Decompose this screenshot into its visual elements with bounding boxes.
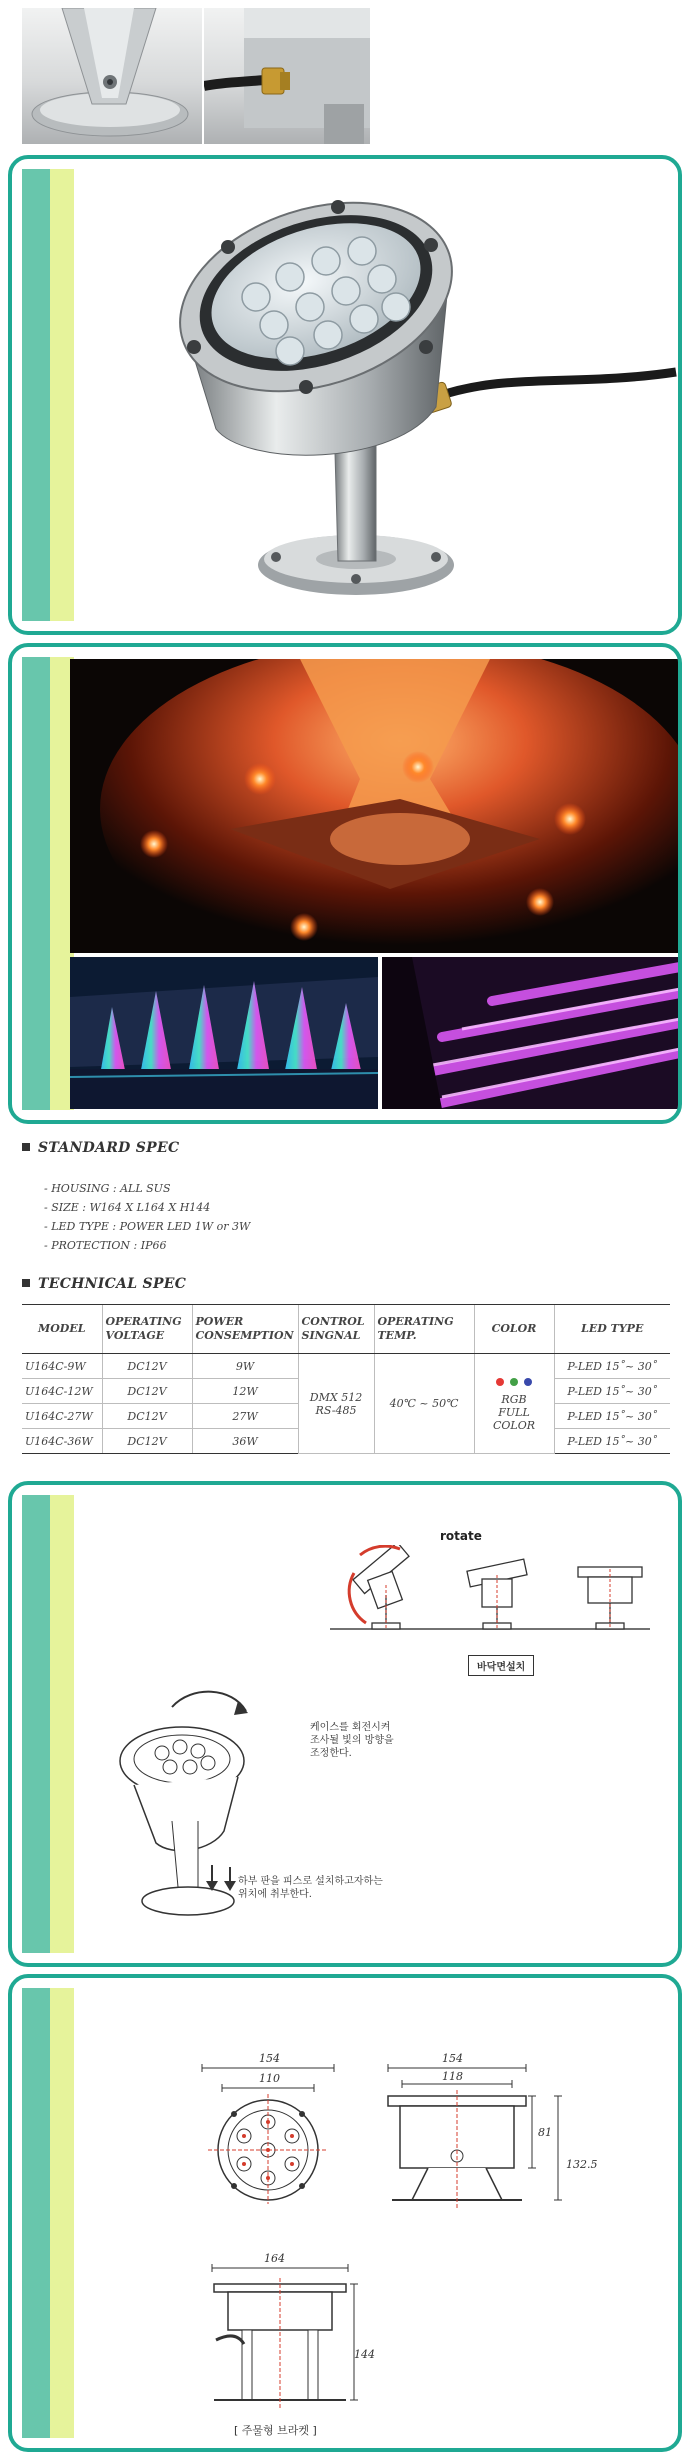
side-inner-dimension: 118 xyxy=(442,2070,463,2083)
panel-stripe-lime xyxy=(50,169,74,621)
mount-note xyxy=(238,1875,383,1901)
cell-power: 12W xyxy=(192,1379,298,1404)
cell-temperature: 40℃ ~ 50℃ xyxy=(374,1354,474,1454)
panel-stripe-teal xyxy=(22,1988,50,2438)
cell-voltage: DC12V xyxy=(102,1404,192,1429)
col-color xyxy=(474,1305,554,1354)
col-temp-label-1: OPERATING xyxy=(377,1315,454,1328)
cell-control-signal xyxy=(298,1354,374,1454)
cell-power: 9W xyxy=(192,1354,298,1379)
panel-stripe-teal xyxy=(22,1495,50,1953)
col-color-label: COLOR xyxy=(491,1322,537,1335)
panel-stripe-lime xyxy=(50,1988,74,2438)
bracket-caption: [ 주물형 브라켓 ] xyxy=(234,2424,317,2437)
bullet-square-icon xyxy=(22,1279,30,1287)
underwater-light-image xyxy=(76,167,678,627)
col-power xyxy=(192,1305,298,1354)
fountain-rgb-image xyxy=(70,957,378,1109)
side-view-drawing xyxy=(382,2064,582,2214)
cell-voltage: DC12V xyxy=(102,1429,192,1454)
side-height-1: 81 xyxy=(538,2126,552,2139)
fountain-night-image xyxy=(70,659,680,953)
side-height-2: 132.5 xyxy=(566,2158,598,2171)
product-image xyxy=(76,167,678,627)
purple-water-image xyxy=(382,957,680,1109)
mount-note-line-2: 위치에 취부한다. xyxy=(238,1889,312,1900)
cable-gland-image xyxy=(204,8,370,144)
rgb-dots xyxy=(478,1376,551,1389)
dimension-panel xyxy=(8,1974,682,2452)
bracket-view-drawing xyxy=(204,2264,364,2414)
panel-stripe-lime xyxy=(50,1495,74,1953)
rgb-fountain-jets-image xyxy=(70,957,378,1109)
color-line-1: RGB xyxy=(501,1392,527,1406)
col-temp-label-2: TEMP. xyxy=(377,1329,417,1342)
col-model xyxy=(22,1305,102,1354)
side-outer-dimension: 154 xyxy=(442,2052,463,2065)
col-model-label: MODEL xyxy=(38,1322,86,1335)
col-led-type xyxy=(554,1305,670,1354)
panel-stripe-teal xyxy=(22,657,50,1110)
cell-voltage: DC12V xyxy=(102,1354,192,1379)
detail-photo-base xyxy=(22,8,202,144)
col-power-label-1: POWER xyxy=(195,1315,244,1328)
spec-housing: - HOUSING : ALL SUS xyxy=(44,1182,171,1195)
table-row xyxy=(22,1354,670,1379)
color-line-2: FULL xyxy=(498,1405,530,1419)
application-photo-panel xyxy=(8,643,682,1124)
red-dot-icon xyxy=(496,1378,504,1386)
control-signal-2: RS-485 xyxy=(315,1403,357,1417)
spec-led-type: - LED TYPE : POWER LED 1W or 3W xyxy=(44,1220,251,1233)
detail-photo-cable-gland xyxy=(204,8,370,144)
fountain-purple-image xyxy=(382,957,680,1109)
color-line-3: COLOR xyxy=(492,1418,536,1432)
standard-spec-title-text: STANDARD SPEC xyxy=(38,1140,180,1156)
table-header-row xyxy=(22,1305,670,1354)
col-voltage-label-2: VOLTAGE xyxy=(105,1329,165,1342)
fountain-orange-image xyxy=(70,659,680,953)
technical-spec-title-text: TECHNICAL SPEC xyxy=(38,1276,187,1292)
bottom-width-dimension: 164 xyxy=(264,2252,285,2265)
floor-install-label: 바닥면설치 xyxy=(468,1655,534,1676)
cell-led-type: P-LED 15˚~ 30˚ xyxy=(554,1404,670,1429)
rotate-note-line-1: 케이스를 회전시켜 xyxy=(310,1722,391,1733)
product-photo-panel xyxy=(8,155,682,635)
front-view-drawing xyxy=(198,2064,338,2204)
col-control-label-2: SINGNAL xyxy=(301,1329,361,1342)
standard-spec-title xyxy=(22,1140,179,1156)
rotate-note xyxy=(310,1721,394,1760)
col-control xyxy=(298,1305,374,1354)
col-voltage xyxy=(102,1305,192,1354)
bottom-height-dimension: 144 xyxy=(354,2348,375,2361)
col-led-type-label: LED TYPE xyxy=(581,1322,644,1335)
cell-led-type: P-LED 15˚~ 30˚ xyxy=(554,1379,670,1404)
rotate-note-line-3: 조정한다. xyxy=(310,1748,352,1759)
col-voltage-label-1: OPERATING xyxy=(105,1315,182,1328)
green-dot-icon xyxy=(510,1378,518,1386)
panel-stripe-teal xyxy=(22,169,50,621)
front-inner-dimension: 110 xyxy=(259,2072,280,2085)
control-signal-1: DMX 512 xyxy=(309,1390,363,1404)
cell-model: U164C-9W xyxy=(22,1354,102,1379)
cell-led-type: P-LED 15˚~ 30˚ xyxy=(554,1354,670,1379)
col-control-label-1: CONTROL xyxy=(301,1315,365,1328)
installation-panel xyxy=(8,1481,682,1967)
rotate-note-line-2: 조사될 빛의 방향을 xyxy=(310,1735,394,1746)
cell-power: 27W xyxy=(192,1404,298,1429)
cell-model: U164C-27W xyxy=(22,1404,102,1429)
rotate-label: rotate xyxy=(440,1529,482,1543)
blue-dot-icon xyxy=(524,1378,532,1386)
technical-spec-table xyxy=(22,1304,670,1454)
mount-note-line-1: 하부 판을 피스로 설치하고자하는 xyxy=(238,1876,383,1887)
cell-model: U164C-12W xyxy=(22,1379,102,1404)
bracket-base-image xyxy=(22,8,202,144)
spec-size: - SIZE : W164 X L164 X H144 xyxy=(44,1201,211,1214)
col-temp xyxy=(374,1305,474,1354)
bullet-square-icon xyxy=(22,1143,30,1151)
cell-led-type: P-LED 15˚~ 30˚ xyxy=(554,1429,670,1454)
rotation-diagram xyxy=(330,1545,650,1641)
cell-voltage: DC12V xyxy=(102,1379,192,1404)
cell-model: U164C-36W xyxy=(22,1429,102,1454)
col-power-label-2: CONSEMPTION xyxy=(195,1329,294,1342)
cell-color xyxy=(474,1354,554,1454)
spec-protection: - PROTECTION : IP66 xyxy=(44,1239,167,1252)
technical-spec-title xyxy=(22,1276,186,1292)
cell-power: 36W xyxy=(192,1429,298,1454)
front-outer-dimension: 154 xyxy=(259,2052,280,2065)
